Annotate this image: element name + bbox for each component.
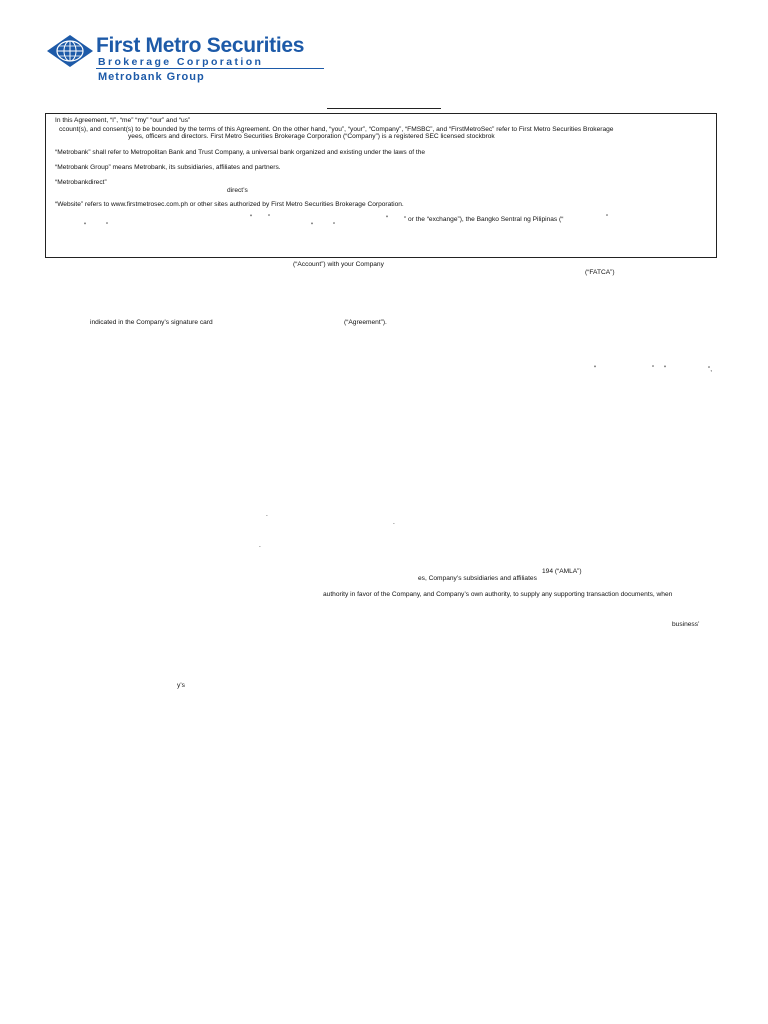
definition-metrobank: “Metrobank” shall refer to Metropolitan Bank and Trust Company, a universal bank organized and existing under the laws of the (55, 149, 426, 156)
business-text: business’ (672, 621, 700, 628)
quote-mark: ” (333, 222, 336, 229)
globe-logo-icon (46, 34, 94, 68)
brand-divider (96, 68, 324, 69)
company-logo (46, 34, 336, 86)
quote-mark: ” (606, 214, 609, 221)
signature-card-text: indicated in the Company’s signature card (90, 319, 213, 326)
period-mark: . (393, 519, 395, 526)
quote-mark: ”, (708, 366, 713, 373)
quote-mark: “ (311, 222, 314, 229)
authority-text: authority in favor of the Company, and Company’s own authority, to supply any supporting transaction documents, when (323, 591, 673, 598)
definition-metrobank-group: “Metrobank Group” means Metrobank, its subsidiaries, affiliates and partners. (55, 164, 281, 171)
quote-mark: “ (250, 214, 253, 221)
quote-mark: ” (268, 214, 271, 221)
definitions-company: yees, officers and directors. First Metro Securities Brokerage Corporation (“Company”) is a registered SEC licensed stockbrok (128, 133, 495, 140)
brand-subtitle: Brokerage Corporation (98, 56, 264, 68)
amla-text: 194 (“AMLA”) (542, 568, 582, 575)
quote-mark: “ (84, 222, 87, 229)
account-text: (“Account”) with your Company (293, 261, 384, 268)
brand-name: First Metro Securities (96, 34, 305, 57)
definition-direct-s: direct’s (227, 187, 248, 194)
definition-website: “Website” refers to www.firstmetrosec.com.ph or other sites authorized by First Metro Securities Brokerage Corporation. (55, 201, 404, 208)
definition-metrobankdirect: “Metrobankdirect” (55, 179, 107, 186)
quote-mark: ” (106, 222, 109, 229)
quote-mark: “ (664, 365, 667, 372)
subsidiaries-text: es, Company’s subsidiaries and affiliates (418, 575, 537, 582)
brand-group: Metrobank Group (98, 71, 205, 83)
period-mark: . (259, 542, 261, 549)
ys-text: y’s (177, 682, 185, 689)
quote-mark: “ (594, 365, 597, 372)
fatca-text: (“FATCA”) (585, 269, 615, 276)
quote-mark: “ (386, 215, 389, 222)
period-mark: . (266, 511, 268, 518)
title-underline (327, 108, 441, 109)
quote-mark: ” (652, 365, 655, 372)
definitions-intro: In this Agreement, “I”, “me” “my” “our” and “us” (55, 117, 191, 124)
definitions-parties: ccount(s), and consent(s) to be bounded by the terms of this Agreement. On the other hand, “you”, “your”, “Company”, “FMSBC”, and “FirstMetroSec” refer to First Metro Securities Brokerage (59, 126, 614, 133)
agreement-text: (“Agreement”). (344, 319, 387, 326)
definition-exchange: ” or the “exchange”), the Bangko Sentral ng Pilipinas (“ (404, 216, 564, 223)
